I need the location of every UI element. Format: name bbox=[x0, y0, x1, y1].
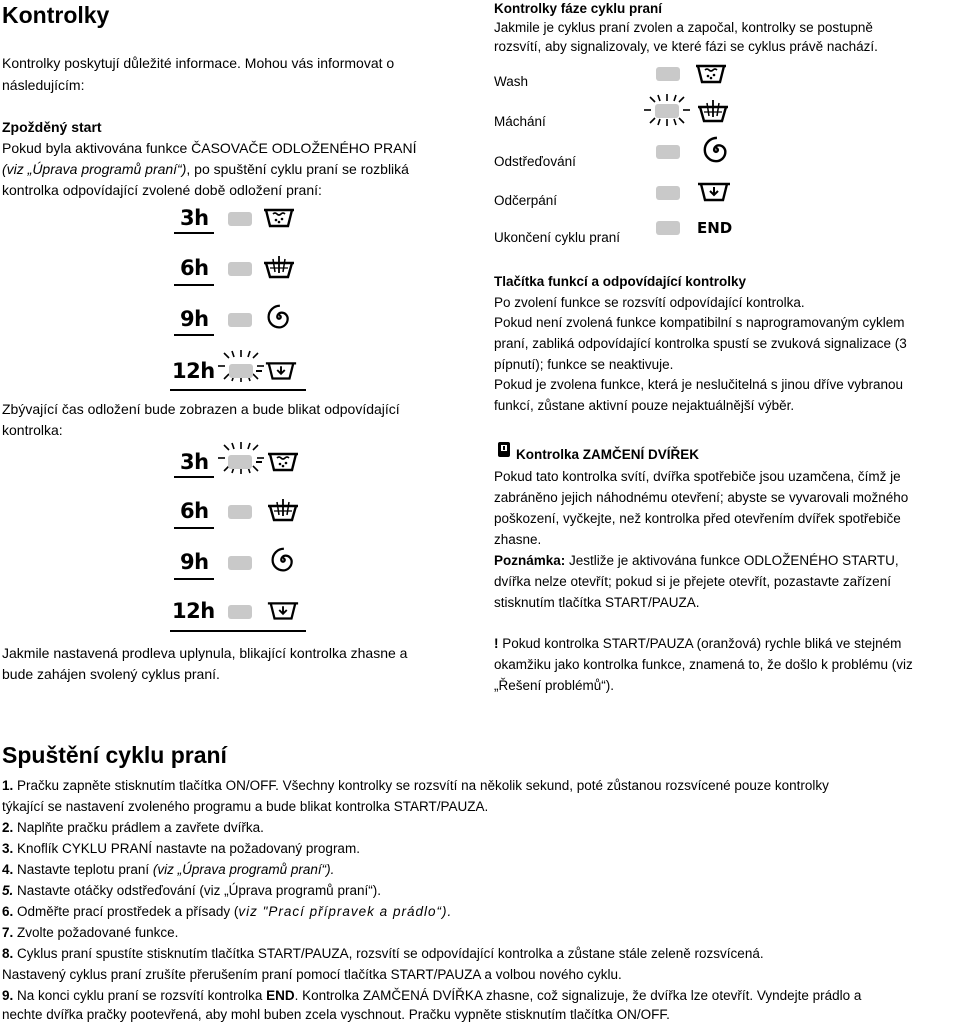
divider bbox=[174, 527, 214, 529]
step-number: 3. bbox=[2, 841, 14, 856]
step-8 bbox=[2, 944, 764, 965]
lock-heading: Kontrolka ZAMČENÍ DVÍŘEK bbox=[516, 447, 700, 462]
phase-drain-label: Odčerpání bbox=[494, 193, 558, 208]
step-text: . Kontrolka ZAMČENÁ DVÍŘKA zhasne, což signalizuje, že dvířka lze otevřít. Vyndejte prádlo a bbox=[294, 988, 862, 1003]
timer-6h-label: 6h bbox=[180, 256, 209, 280]
timer-12h-label: 12h bbox=[172, 359, 215, 383]
step-text: Naplňte pračku prádlem a zavřete dvířka. bbox=[13, 820, 264, 835]
warning-mark: ! bbox=[494, 636, 499, 651]
led-indicator bbox=[656, 67, 680, 81]
phase-line-1: Jakmile je cyklus praní zvolen a započal, kontrolky se postupně bbox=[494, 20, 873, 35]
step-number: 2. bbox=[2, 820, 14, 835]
rinse-icon bbox=[262, 254, 296, 280]
divider bbox=[174, 232, 214, 234]
functions-line: praní, zabliká odpovídající kontrolka spustí se zvuková signalizace (3 bbox=[494, 336, 907, 351]
led-indicator-blinking bbox=[228, 455, 252, 469]
wash-icon bbox=[266, 450, 300, 474]
step-number: 8. bbox=[2, 946, 14, 961]
functions-line: Po zvolení funkce se rozsvítí odpovídající kontrolka. bbox=[494, 295, 805, 310]
rinse-icon bbox=[266, 497, 300, 523]
end-delay-line-1: Jakmile nastavená prodleva uplynula, blikající kontrolka zhasne a bbox=[2, 645, 408, 661]
step-number: 4. bbox=[2, 862, 14, 877]
step-reference: (viz „Úprava programů praní“). bbox=[152, 862, 335, 877]
led-indicator bbox=[228, 212, 252, 226]
delay-line-2: (viz „Úprava programů praní“), po spuštění cyklu praní se rozbliká bbox=[2, 161, 409, 177]
step-reference: viz "Prací přípravek a prádlo“). bbox=[238, 904, 453, 919]
warning-text: Pokud kontrolka START/PAUZA (oranžová) rychle bliká ve stejném bbox=[498, 636, 902, 651]
dash bbox=[256, 461, 262, 463]
lock-line: zhasne. bbox=[494, 532, 542, 547]
lock-icon bbox=[497, 441, 511, 458]
step-text: Nastavte otáčky odstřeďování (viz „Úprava programů praní“). bbox=[13, 883, 381, 898]
step-text: Odměřte prací prostředek a přísady ( bbox=[13, 904, 239, 919]
step-number: 1. bbox=[2, 778, 14, 793]
step-3 bbox=[2, 839, 360, 860]
step-9-line-1 bbox=[2, 986, 861, 1007]
spin-icon bbox=[266, 304, 292, 330]
step-text: Na konci cyklu praní se rozsvítí kontrolka bbox=[13, 988, 267, 1003]
timer-3h-label: 3h bbox=[180, 206, 209, 230]
phase-line-2: rozsvítí, aby signalizovaly, ve které fázi se cyklus právě nachází. bbox=[494, 39, 878, 54]
step-number: 6. bbox=[2, 904, 14, 919]
remaining-line-1: Zbývající čas odložení bude zobrazen a bude blikat odpovídající bbox=[2, 401, 400, 417]
step-4 bbox=[2, 860, 334, 881]
step-2 bbox=[2, 818, 264, 839]
step-8-cancel: Nastavený cyklus praní zrušíte přerušením praní pomocí tlačítka START/PAUZA a volbou nového cyklu. bbox=[2, 967, 622, 982]
drain-icon bbox=[266, 598, 300, 622]
divider bbox=[174, 334, 214, 336]
led-indicator bbox=[656, 221, 680, 235]
timer-3h-label: 3h bbox=[180, 450, 209, 474]
led-indicator bbox=[656, 186, 680, 200]
spin-icon bbox=[270, 547, 296, 573]
phase-end-label: Ukončení cyklu praní bbox=[494, 230, 621, 245]
step-text: Knoflík CYKLU PRANÍ nastavte na požadovaný program. bbox=[13, 841, 360, 856]
step-1-line-1 bbox=[2, 776, 829, 797]
end-delay-line-2: bude zahájen svolený cyklus praní. bbox=[2, 666, 220, 682]
intro-line-2: následujícím: bbox=[2, 77, 85, 93]
delay-line-1: Pokud byla aktivována funkce ČASOVAČE ODLOŽENÉHO PRANÍ bbox=[2, 140, 417, 156]
timer-12h-label: 12h bbox=[172, 599, 215, 623]
drain-icon bbox=[264, 358, 298, 382]
step-text: Zvolte požadované funkce. bbox=[13, 925, 179, 940]
remaining-line-2: kontrolka: bbox=[2, 422, 63, 438]
note-text: Jestliže je aktivována funkce ODLOŽENÉHO STARTU, bbox=[565, 553, 899, 568]
led-indicator bbox=[656, 145, 680, 159]
remaining-timer-figure bbox=[170, 444, 320, 640]
step-1-line-2: týkající se nastavení zvoleného programu a bude blikat kontrolka START/PAUZA. bbox=[2, 799, 489, 814]
step-6 bbox=[2, 902, 452, 923]
step-number: 7. bbox=[2, 925, 14, 940]
section-title: Spuštění cyklu praní bbox=[2, 742, 227, 768]
end-indicator-label: END bbox=[697, 219, 733, 237]
end-word: END bbox=[266, 988, 295, 1003]
warning-line-2: okamžiku jako kontrolka funkce, znamená to, že došlo k problému (viz bbox=[494, 657, 913, 672]
step-text: Nastavte teplotu praní bbox=[13, 862, 153, 877]
page-title: Kontrolky bbox=[2, 2, 110, 28]
lock-line: Pokud tato kontrolka svítí, dvířka spotřebiče jsou uzamčena, čímž je bbox=[494, 469, 901, 484]
divider bbox=[174, 476, 214, 478]
note-line-1 bbox=[494, 551, 899, 572]
led-indicator bbox=[228, 505, 252, 519]
step-7 bbox=[2, 923, 178, 944]
divider bbox=[174, 578, 214, 580]
led-indicator-blinking bbox=[229, 364, 253, 378]
step-number: 9. bbox=[2, 988, 14, 1003]
functions-line: Pokud je zvolena funkce, která je neslučitelná s jinou dříve vybranou bbox=[494, 377, 903, 392]
led-indicator bbox=[228, 605, 252, 619]
divider bbox=[174, 284, 214, 286]
phase-rinse-label: Máchání bbox=[494, 114, 546, 129]
wash-icon bbox=[262, 206, 296, 230]
functions-line: Pokud není zvolená funkce kompatibilní s naprogramovaným cyklem bbox=[494, 315, 905, 330]
wash-icon bbox=[694, 62, 728, 86]
divider bbox=[170, 389, 306, 391]
functions-line: funkcí, zůstane aktivní pouze nejaktuálnější výběr. bbox=[494, 398, 795, 413]
intro-line-1: Kontrolky poskytují důležité informace. Mohou vás informovat o bbox=[2, 55, 395, 71]
functions-line: pípnutí); funkce se neaktivuje. bbox=[494, 357, 674, 372]
delay-timer-figure bbox=[170, 204, 320, 400]
step-text: Cyklus praní spustíte stisknutím tlačítka START/PAUZA, rozsvítí se odpovídající kontrolka a zůstane stále zeleně rozsvícená. bbox=[13, 946, 764, 961]
step-text: Pračku zapněte stisknutím tlačítka ON/OFF. Všechny kontrolky se rozsvítí na několik sekund, poté zůstanou rozsvícené pouze kontrolky bbox=[13, 778, 829, 793]
step-9-line-2: nechte dvířka pračky pootevřená, aby mohl buben zcela vyschnout. Pračku vypněte stisknutím tlačítka ON/OFF. bbox=[2, 1007, 670, 1022]
functions-heading: Tlačítka funkcí a odpovídající kontrolky bbox=[494, 274, 747, 289]
led-indicator bbox=[228, 313, 252, 327]
delay-line-3: kontrolka odpovídající zvolené době odložení praní: bbox=[2, 182, 322, 198]
led-indicator-blinking bbox=[655, 104, 679, 118]
phase-heading: Kontrolky fáze cyklu praní bbox=[494, 1, 663, 16]
timer-9h-label: 9h bbox=[180, 307, 209, 331]
divider bbox=[170, 630, 306, 632]
lock-line: poškození, vyčkejte, než kontrolka před otevřením dvířek spotřebiče bbox=[494, 511, 901, 526]
note-line: dvířka nelze otevřít; pokud si je přejete otevřít, pozastavte zařízení bbox=[494, 574, 891, 589]
lock-line: zabráněno jejich náhodnému otevření; abyste se vyvarovali možného bbox=[494, 490, 909, 505]
timer-6h-label: 6h bbox=[180, 499, 209, 523]
led-indicator bbox=[228, 556, 252, 570]
timer-9h-label: 9h bbox=[180, 550, 209, 574]
warning-line-1 bbox=[494, 634, 901, 655]
rinse-icon bbox=[696, 98, 730, 124]
step-number: 5. bbox=[2, 883, 14, 898]
phase-spin-label: Odstřeďování bbox=[494, 154, 576, 169]
drain-icon bbox=[696, 178, 732, 204]
spin-icon bbox=[702, 136, 730, 164]
delay-heading: Zpožděný start bbox=[2, 119, 102, 135]
note-line: stisknutím tlačítka START/PAUZA. bbox=[494, 595, 700, 610]
step-5 bbox=[2, 881, 381, 902]
led-indicator bbox=[228, 262, 252, 276]
dash bbox=[256, 370, 262, 372]
warning-line-3: „Řešení problémů“). bbox=[494, 678, 615, 693]
note-label: Poznámka: bbox=[494, 553, 566, 568]
phase-wash-label: Wash bbox=[494, 74, 529, 89]
